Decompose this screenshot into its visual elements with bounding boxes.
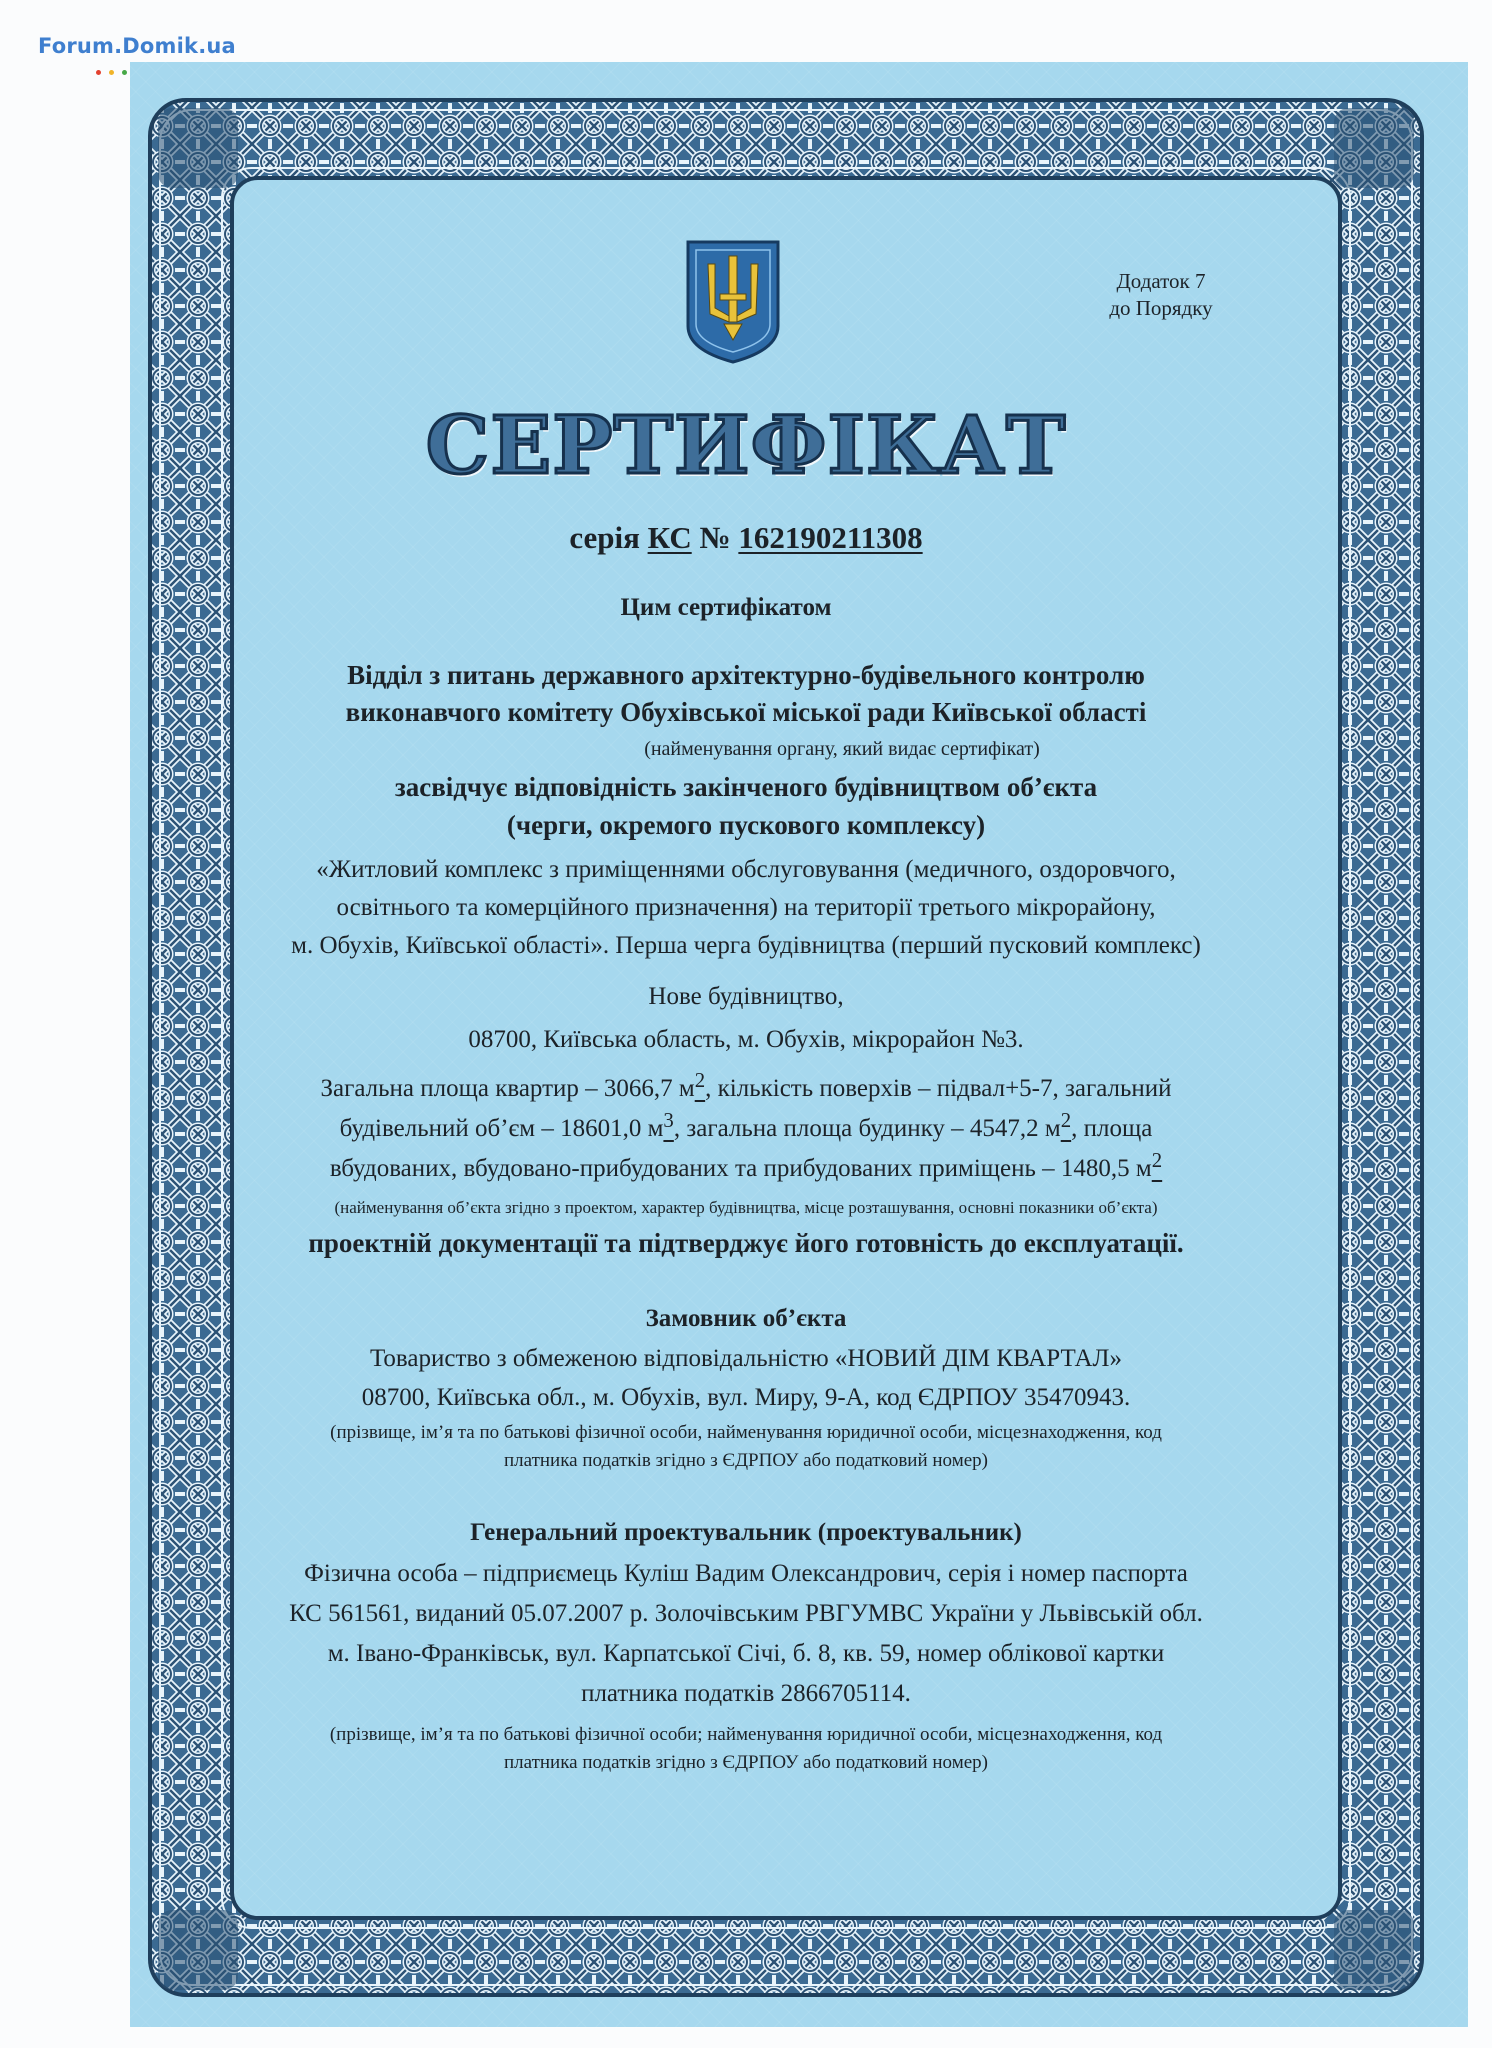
designer-heading: Генеральний проектувальник (проектувальник) xyxy=(470,1519,1022,1546)
customer-line-1: Товариство з обмеженою відповідальністю «НОВИЙ ДІМ КВАРТАЛ» xyxy=(370,1345,1122,1372)
customer-heading: Замовник об’єкта xyxy=(645,1305,847,1332)
annex-note xyxy=(1076,268,1246,322)
annex-line-2: до Порядку xyxy=(1109,296,1213,320)
series-number: 162190211308 xyxy=(738,520,923,555)
designer-line-4: платника податків 2866705114. xyxy=(581,1680,911,1707)
designer-line-3: м. Івано-Франківськ, вул. Карпатської Січі, б. 8, кв. 59, номер облікової картки xyxy=(327,1640,1165,1667)
series-number-sign: № xyxy=(699,520,731,555)
object-name-line-3: м. Обухів, Київської області». Перша черга будівництва (перший пусковий комплекс) xyxy=(291,932,1201,959)
indicators-line-1: Загальна площа квартир – 3066,7 $м^2$, кількість поверхів – підвал+5-7, загальний xyxy=(320,1068,1172,1103)
statement-line-1: засвідчує відповідність закінченого будівництвом об’єкта xyxy=(394,772,1098,802)
designer-caption-1: (прізвище, ім’я та по батькові фізичної особи; найменування юридичної особи, місцезнаходження, код xyxy=(329,1724,1163,1745)
customer-caption-1: (прізвище, ім’я та по батькові фізичної особи, найменування юридичної особи, місцезнаходження, код xyxy=(330,1422,1162,1443)
designer-line-2: КС 561561, виданий 05.07.2007 р. Золочівським РВГУМВС України у Львівській обл. xyxy=(289,1600,1203,1627)
customer-line-2: 08700, Київська обл., м. Обухів, вул. Миру, 9-А, код ЄДРПОУ 35470943. xyxy=(361,1384,1131,1411)
series-line xyxy=(0,520,1492,556)
conclusion-line: проектній документації та підтверджує його готовність до експлуатації. xyxy=(308,1228,1184,1258)
object-name-line-1: «Житловий комплекс з приміщеннями обслуговування (медичного, оздоровчого, xyxy=(316,856,1176,883)
statement-line-2: (черги, окремого пускового комплексу) xyxy=(506,810,986,840)
trident-coat-of-arms-icon xyxy=(684,238,782,366)
issuer-caption: (найменування органу, який видає сертифікат) xyxy=(644,738,1040,760)
object-address: 08700, Київська область, м. Обухів, мікрорайон №3. xyxy=(468,1026,1024,1053)
issuer-line-1: Відділ з питань державного архітектурно-будівельного контролю xyxy=(347,660,1145,690)
indicators-line-3: вбудованих, вбудовано-прибудованих та прибудованих приміщень – 1480,5 $м^2$ xyxy=(329,1148,1163,1183)
object-name-line-2: освітнього та комерційного призначення) на території третього мікрорайону, xyxy=(336,894,1156,921)
series-label: серія xyxy=(569,520,640,555)
construction-type: Нове будівництво, xyxy=(648,983,844,1010)
intro-line: Цим сертифікатом xyxy=(620,594,832,621)
customer-caption-2: платника податків згідно з ЄДРПОУ або податковий номер) xyxy=(504,1450,988,1471)
object-caption: (найменування об’єкта згідно з проектом, характер будівництва, місце розташування, основні показники об’єкта) xyxy=(334,1198,1158,1217)
indicators-line-2: будівельний об’єм – 18601,0 $м^3$, загальна площа будинку – 4547,2 $м^2$, площа xyxy=(339,1108,1153,1143)
designer-line-1: Фізична особа – підприємець Куліш Вадим Олександрович, серія і номер паспорта xyxy=(304,1560,1188,1587)
certificate-title: СЕРТИФІКАТ xyxy=(425,398,1067,492)
issuer-line-2: виконавчого комітету Обухівської міської ради Київської області xyxy=(345,697,1147,727)
series-code: КС xyxy=(647,520,692,555)
designer-caption-2: платника податків згідно з ЄДРПОУ або податковий номер) xyxy=(504,1752,988,1773)
annex-line-1: Додаток 7 xyxy=(1116,269,1206,293)
